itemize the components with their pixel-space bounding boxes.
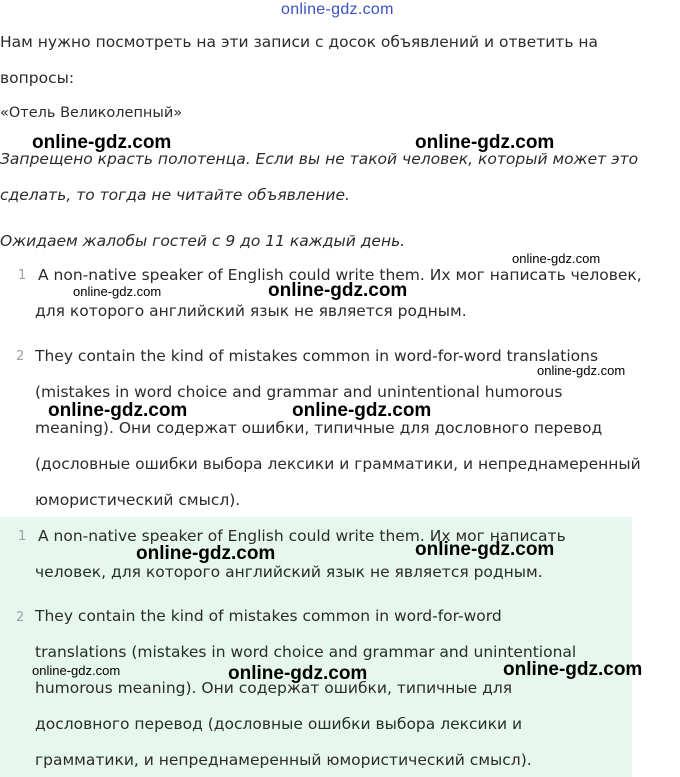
answer-a1-line-1: A non-native speaker of English could write them. Их мог написать человек, bbox=[38, 266, 642, 284]
answer-b2-line-1: They contain the kind of mistakes common in word-for-word bbox=[35, 607, 502, 625]
answer-a1-number: 1 bbox=[18, 268, 27, 283]
watermark-small: online-gdz.com bbox=[512, 251, 601, 266]
watermark: online-gdz.com bbox=[32, 132, 172, 153]
watermark: online-gdz.com bbox=[292, 400, 432, 421]
answer-b2-line-3: humorous meaning). Они содержат ошибки, типичные для bbox=[35, 679, 513, 697]
watermark: online-gdz.com bbox=[136, 543, 276, 564]
answer-b1-number: 1 bbox=[18, 529, 27, 544]
header-watermark: online-gdz.com bbox=[281, 1, 394, 18]
watermark: online-gdz.com bbox=[268, 280, 408, 301]
answer-b2-line-4: дословного перевод (дословные ошибки выбора лексики и bbox=[35, 715, 523, 733]
hotel-name: «Отель Великолепный» bbox=[0, 105, 183, 121]
answer-a2-line-4: (дословные ошибки выбора лексики и грамматики, и непреднамеренный bbox=[35, 455, 641, 473]
answer-b2-line-5: грамматики, и непреднамеренный юмористический смысл). bbox=[35, 751, 532, 769]
watermark-small: online-gdz.com bbox=[73, 284, 162, 299]
watermark-small: online-gdz.com bbox=[537, 363, 626, 378]
watermark: online-gdz.com bbox=[503, 659, 643, 680]
answer-b1-line-2: человек, для которого английский язык не является родным. bbox=[35, 563, 543, 581]
notice-line-3: Ожидаем жалобы гостей с 9 до 11 каждый день. bbox=[0, 232, 406, 250]
notice-line-1: Запрещено красть полотенца. Если вы не такой человек, который может это bbox=[0, 150, 639, 168]
answer-a2-number: 2 bbox=[16, 349, 25, 364]
answer-b2-number: 2 bbox=[16, 610, 25, 625]
answer-a2-line-1: They contain the kind of mistakes common in word-for-word translations bbox=[35, 347, 599, 365]
intro-line-1: Нам нужно посмотреть на эти записи с досок объявлений и ответить на bbox=[0, 33, 599, 51]
answer-b2-line-2: translations (mistakes in word choice and grammar and unintentional bbox=[35, 643, 577, 661]
notice-line-2: сделать, то тогда не читайте объявление. bbox=[0, 186, 350, 204]
watermark: online-gdz.com bbox=[415, 539, 555, 560]
answer-a2-line-3: meaning). Они содержат ошибки, типичные для дословного перевод bbox=[35, 419, 603, 437]
watermark: online-gdz.com bbox=[415, 132, 555, 153]
watermark-small: online-gdz.com bbox=[32, 663, 121, 678]
answer-b1-line-1: A non-native speaker of English could write them. Их мог написать bbox=[38, 527, 566, 545]
answer-a1-line-2: для которого английский язык не является родным. bbox=[35, 302, 467, 320]
watermark: online-gdz.com bbox=[228, 663, 368, 684]
answer-a2-line-2: (mistakes in word choice and grammar and unintentional humorous bbox=[35, 383, 563, 401]
watermark: online-gdz.com bbox=[48, 400, 188, 421]
intro-line-2: вопросы: bbox=[0, 69, 75, 87]
answer-a2-line-5: юмористический смысл). bbox=[35, 491, 241, 509]
